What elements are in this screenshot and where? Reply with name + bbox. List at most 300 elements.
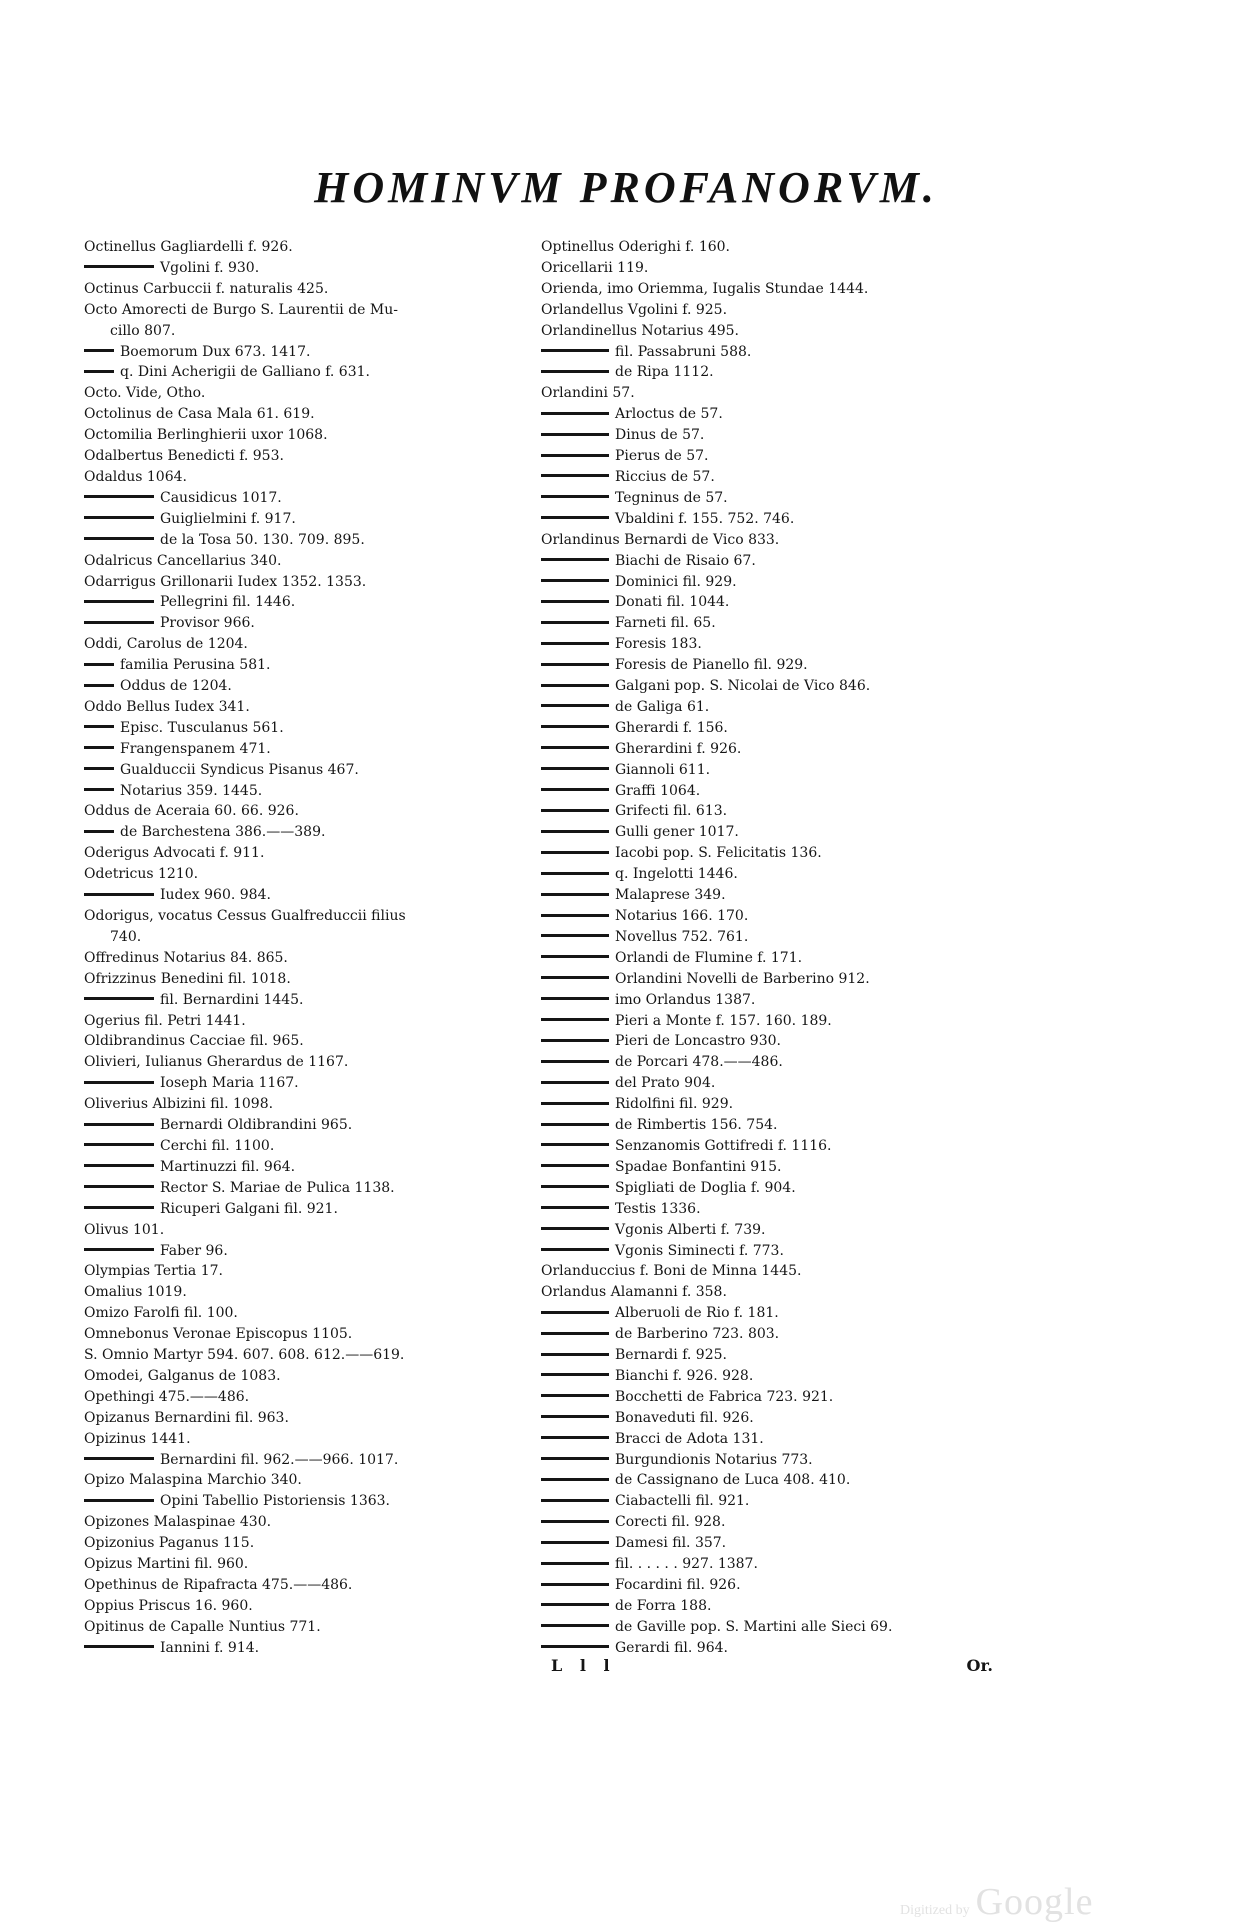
index-entry (541, 948, 993, 969)
index-entry-text: Ogerius fil. Petri 1441. (84, 1012, 246, 1029)
index-entry (84, 237, 530, 258)
index-entry (84, 383, 530, 404)
index-entry-text: de la Tosa 50. 130. 709. 895. (160, 531, 365, 548)
index-entry-text: Odarrigus Grillonarii Iudex 1352. 1353. (84, 573, 367, 590)
ditto-dash (541, 1436, 609, 1439)
ditto-dash (541, 684, 609, 687)
index-entry (84, 279, 530, 300)
ditto-dash (541, 1123, 609, 1126)
ditto-dash (541, 1394, 609, 1397)
index-entry-text: fil. Bernardini 1445. (160, 991, 304, 1008)
ditto-dash (84, 1499, 154, 1502)
index-entry-text: Oddo Bellus Iudex 341. (84, 698, 250, 715)
index-entry (541, 425, 993, 446)
index-entry-text: Causidicus 1017. (160, 489, 282, 506)
index-entry (84, 1282, 530, 1303)
index-entry (541, 885, 993, 906)
index-entry-text: fil. Passabruni 588. (615, 343, 752, 360)
ditto-dash (541, 1583, 609, 1586)
index-entry (84, 1261, 530, 1282)
ditto-dash (541, 1415, 609, 1418)
index-entry-text: fil. . . . . . 927. 1387. (615, 1556, 758, 1573)
index-entry (541, 1261, 993, 1282)
index-entry-text: Opizanus Bernardini fil. 963. (84, 1409, 289, 1426)
index-entry-text: Olivus 101. (84, 1221, 165, 1238)
index-entry (84, 592, 530, 613)
index-entry-text: Donati fil. 1044. (615, 594, 730, 611)
index-entry (541, 822, 993, 843)
ditto-dash (541, 1081, 609, 1084)
index-entry (541, 990, 993, 1011)
index-entry (541, 843, 993, 864)
index-entry-text: Orlandus Alamanni f. 358. (541, 1284, 727, 1301)
index-entry-text: Notarius 166. 170. (615, 908, 749, 924)
index-entry-text: Ofrizzinus Benedini fil. 1018. (84, 970, 291, 987)
index-entry (541, 467, 993, 488)
ditto-dash (541, 893, 609, 896)
index-entry-text: Foresis de Pianello fil. 929. (615, 657, 808, 674)
index-entry (541, 1575, 993, 1596)
index-entry-text: Opizones Malaspinae 430. (84, 1514, 272, 1531)
ditto-dash (541, 704, 609, 707)
index-entry-text: Vgonis Siminecti f. 773. (615, 1242, 784, 1259)
index-entry (84, 822, 530, 843)
index-entry (84, 843, 530, 864)
index-entry-text: Odalricus Cancellarius 340. (84, 552, 282, 569)
ditto-dash (84, 788, 114, 791)
index-entry (541, 279, 993, 300)
index-entry-text: de Rimbertis 156. 754. (615, 1117, 778, 1134)
ditto-dash (84, 1457, 154, 1460)
index-entry-text: S. Omnio Martyr 594. 607. 608. 612.——619. (84, 1347, 405, 1364)
ditto-dash (84, 349, 114, 352)
index-entry (84, 739, 530, 760)
index-entry-text: Burgundionis Notarius 773. (615, 1451, 813, 1468)
page-title: HOMINVM PROFANORVM. (314, 163, 938, 212)
ditto-dash (541, 579, 609, 582)
index-entry (84, 488, 530, 509)
index-entry (84, 1303, 530, 1324)
ditto-dash (541, 997, 609, 1000)
index-entry (541, 592, 993, 613)
index-entry-text: Damesi fil. 357. (615, 1535, 727, 1552)
index-entry (84, 321, 530, 342)
index-entry-text: Bernardi f. 925. (615, 1347, 727, 1364)
index-entry (84, 1429, 530, 1450)
index-entry-text: cillo 807. (110, 322, 176, 339)
index-entry-text: Oricellarii 119. (541, 259, 649, 276)
index-entry-text: Orlandellus Vgolini f. 925. (541, 301, 728, 318)
index-entry-text: Opethinus de Ripafracta 475.——486. (84, 1577, 353, 1593)
index-entry (541, 969, 993, 990)
index-entry-text: Octolinus de Casa Mala 61. 619. (84, 406, 315, 423)
ditto-dash (541, 412, 609, 415)
ditto-dash (541, 454, 609, 457)
index-entry (84, 1073, 530, 1094)
ditto-dash (541, 516, 609, 519)
index-entry-text: Pieri de Loncastro 930. (615, 1033, 781, 1050)
ditto-dash (541, 1353, 609, 1356)
index-entry (541, 801, 993, 822)
index-entry (84, 404, 530, 425)
index-entry (84, 676, 530, 697)
index-entry-text: Farneti fil. 65. (615, 615, 716, 632)
index-entry (541, 1094, 993, 1115)
index-entry (84, 1491, 530, 1512)
index-entry (541, 258, 993, 279)
index-entry-text: Orlandinus Bernardi de Vico 833. (541, 531, 780, 548)
index-entry (541, 1052, 993, 1073)
index-entry (541, 634, 993, 655)
index-entry (541, 1387, 993, 1408)
ditto-dash (541, 1541, 609, 1544)
index-entry (541, 1617, 993, 1638)
index-entry-text: Offredinus Notarius 84. 865. (84, 949, 288, 966)
index-entry (84, 634, 530, 655)
index-entry-text: Oderigus Advocati f. 911. (84, 845, 265, 862)
index-entry-text: Provisor 966. (160, 615, 255, 632)
index-entry (541, 906, 993, 927)
index-entry (541, 530, 993, 551)
index-entry (84, 1178, 530, 1199)
index-entry (541, 1241, 993, 1262)
index-entry-text: q. Ingelotti 1446. (615, 866, 738, 883)
index-entry-text: del Prato 904. (615, 1075, 716, 1092)
ditto-dash (84, 1645, 154, 1648)
index-entry (84, 425, 530, 446)
index-entry (84, 551, 530, 572)
index-entry-text: Riccius de 57. (615, 468, 715, 485)
ditto-dash (541, 1603, 609, 1606)
index-entry (84, 948, 530, 969)
ditto-dash (541, 1227, 609, 1230)
ditto-dash (541, 872, 609, 875)
ditto-dash (84, 621, 154, 624)
ditto-dash (541, 1018, 609, 1021)
index-entry (84, 781, 530, 802)
index-entry-text: Giannoli 611. (615, 761, 711, 778)
index-entry (84, 885, 530, 906)
ditto-dash (541, 976, 609, 979)
index-entry-text: Orlandini Novelli de Barberino 912. (615, 970, 870, 987)
index-entry-text: Notarius 359. 1445. (120, 782, 263, 799)
ditto-dash (541, 1562, 609, 1565)
index-entry-text: Gulli gener 1017. (615, 824, 739, 841)
index-entry (84, 1220, 530, 1241)
index-entry-text: Pierus de 57. (615, 448, 709, 465)
ditto-dash (541, 1164, 609, 1167)
index-entry (541, 864, 993, 885)
index-column-left (84, 237, 530, 1659)
index-entry (541, 697, 993, 718)
index-entry-text: Odaldus 1064. (84, 468, 187, 485)
index-entry (541, 781, 993, 802)
index-entry (84, 1617, 530, 1638)
index-entry (84, 1199, 530, 1220)
index-entry (541, 613, 993, 634)
index-entry-text: Frangenspanem 471. (120, 740, 271, 757)
ditto-dash (541, 558, 609, 561)
index-entry-text: Ridolfini fil. 929. (615, 1096, 734, 1113)
ditto-dash (84, 997, 154, 1000)
index-entry-text: Optinellus Oderighi f. 160. (541, 239, 731, 255)
ditto-dash (541, 767, 609, 770)
index-entry-text: Arloctus de 57. (615, 406, 723, 423)
index-entry (84, 362, 530, 383)
ditto-dash (541, 1478, 609, 1481)
signature-mark: L l l (551, 1656, 616, 1675)
ditto-dash (84, 1081, 154, 1084)
index-entry (541, 1408, 993, 1429)
index-entry-text: Odorigus, vocatus Cessus Gualfreduccii filius (84, 908, 406, 924)
index-entry-text: Ciabactelli fil. 921. (615, 1493, 750, 1510)
ditto-dash (84, 537, 154, 540)
index-entry (84, 1408, 530, 1429)
ditto-dash (541, 934, 609, 937)
index-entry (84, 1554, 530, 1575)
index-entry-text: Olympias Tertia 17. (84, 1263, 223, 1280)
index-entry-text: Ioseph Maria 1167. (160, 1075, 299, 1092)
index-entry-text: Orienda, imo Oriemma, Iugalis Stundae 1444. (541, 280, 869, 297)
index-entry-text: Iannini f. 914. (160, 1639, 260, 1656)
ditto-dash (541, 1185, 609, 1188)
index-entry (84, 1533, 530, 1554)
index-entry (541, 1199, 993, 1220)
ditto-dash (84, 830, 114, 833)
ditto-dash (541, 495, 609, 498)
index-entry (541, 1533, 993, 1554)
index-entry-text: Orlanduccius f. Boni de Minna 1445. (541, 1263, 802, 1280)
index-entry (84, 1115, 530, 1136)
index-entry (541, 362, 993, 383)
index-entry (84, 801, 530, 822)
index-entry-text: Bernardini fil. 962.——966. 1017. (160, 1451, 399, 1468)
index-entry-text: Omalius 1019. (84, 1284, 187, 1301)
ditto-dash (541, 830, 609, 833)
index-entry (84, 258, 530, 279)
index-entry-text: Pellegrini fil. 1446. (160, 594, 296, 611)
index-entry (541, 1429, 993, 1450)
index-entry-text: Dominici fil. 929. (615, 573, 737, 590)
index-entry-text: Odalbertus Benedicti f. 953. (84, 448, 284, 465)
index-column-right (541, 237, 993, 1659)
index-entry-text: Bonaveduti fil. 926. (615, 1409, 754, 1426)
index-entry (541, 1366, 993, 1387)
index-entry-text: Omnebonus Veronae Episcopus 1105. (84, 1326, 353, 1343)
index-entry-text: Octinus Carbuccii f. naturalis 425. (84, 280, 329, 297)
watermark-google: Google (975, 1881, 1094, 1923)
ditto-dash (541, 1039, 609, 1042)
ditto-dash (84, 1185, 154, 1188)
index-entry-text: q. Dini Acherigii de Galliano f. 631. (120, 364, 370, 381)
index-entry (541, 1512, 993, 1533)
index-entry-text: Iudex 960. 984. (160, 887, 271, 904)
index-entry-text: Tegninus de 57. (615, 489, 728, 506)
index-entry-text: Oddi, Carolus de 1204. (84, 636, 248, 653)
index-entry-text: Dinus de 57. (615, 427, 705, 444)
index-entry (541, 237, 993, 258)
index-entry-text: Opethingi 475.——486. (84, 1388, 250, 1405)
ditto-dash (541, 1311, 609, 1314)
index-entry (84, 697, 530, 718)
index-entry (541, 1136, 993, 1157)
index-entry (84, 1575, 530, 1596)
ditto-dash (541, 746, 609, 749)
ditto-dash (541, 600, 609, 603)
index-entry-text: Omizo Farolfi fil. 100. (84, 1305, 238, 1322)
index-entry (541, 509, 993, 530)
index-entry-text: Spigliati de Doglia f. 904. (615, 1179, 796, 1196)
index-entry-text: de Galiga 61. (615, 698, 710, 715)
index-entry-text: Martinuzzi fil. 964. (160, 1158, 296, 1175)
index-entry (84, 1011, 530, 1032)
index-entry-text: Novellus 752. 761. (615, 928, 749, 945)
ditto-dash (541, 1332, 609, 1335)
index-entry-text: Oldibrandinus Cacciae fil. 965. (84, 1033, 304, 1050)
index-entry (84, 1241, 530, 1262)
index-entry (84, 1136, 530, 1157)
ditto-dash (541, 1499, 609, 1502)
ditto-dash (84, 663, 114, 666)
index-entry (84, 1052, 530, 1073)
index-entry-text: Oddus de Aceraia 60. 66. 926. (84, 803, 299, 820)
ditto-dash (541, 1520, 609, 1523)
index-entry (541, 1303, 993, 1324)
index-entry-text: Odetricus 1210. (84, 866, 199, 883)
index-entry-text: Graffi 1064. (615, 782, 701, 799)
index-entry (541, 1282, 993, 1303)
index-entry (541, 1115, 993, 1136)
index-entry (541, 551, 993, 572)
index-entry-text: Octinellus Gagliardelli f. 926. (84, 239, 293, 255)
index-entry (541, 718, 993, 739)
index-entry (84, 1031, 530, 1052)
index-entry-text: Focardini fil. 926. (615, 1577, 741, 1593)
ditto-dash (541, 788, 609, 791)
index-entry-text: Opizonius Paganus 115. (84, 1535, 255, 1552)
index-entry-text: Cerchi fil. 1100. (160, 1137, 275, 1154)
index-entry-text: de Barchestena 386.——389. (120, 824, 326, 841)
index-entry-text: Gualduccii Syndicus Pisanus 467. (120, 761, 359, 778)
index-entry (84, 718, 530, 739)
index-entry (541, 1450, 993, 1471)
index-entry (84, 1387, 530, 1408)
index-entry-text: Pieri a Monte f. 157. 160. 189. (615, 1012, 832, 1029)
ditto-dash (84, 746, 114, 749)
ditto-dash (84, 893, 154, 896)
index-entry (541, 1491, 993, 1512)
ditto-dash (541, 1457, 609, 1460)
index-entry-text: Orlandinellus Notarius 495. (541, 322, 740, 339)
index-entry-text: Bracci de Adota 131. (615, 1430, 764, 1447)
index-entry-text: de Barberino 723. 803. (615, 1326, 780, 1343)
index-entry (541, 1324, 993, 1345)
ditto-dash (541, 1248, 609, 1251)
index-entry (541, 1073, 993, 1094)
index-entry-text: imo Orlandus 1387. (615, 991, 756, 1008)
ditto-dash (541, 809, 609, 812)
index-entry-text: Vgonis Alberti f. 739. (615, 1221, 766, 1238)
index-entry (541, 1345, 993, 1366)
index-entry-text: Faber 96. (160, 1242, 228, 1259)
index-entry (541, 342, 993, 363)
ditto-dash (541, 1645, 609, 1648)
index-entry (541, 676, 993, 697)
ditto-dash (84, 684, 114, 687)
index-entry (84, 1512, 530, 1533)
index-entry (84, 1157, 530, 1178)
index-entry (541, 1157, 993, 1178)
index-entry (541, 1011, 993, 1032)
index-entry-text: Grifecti fil. 613. (615, 803, 728, 820)
index-entry-text: Galgani pop. S. Nicolai de Vico 846. (615, 678, 871, 695)
index-entry-text: familia Perusina 581. (120, 657, 271, 674)
index-entry-text: Foresis 183. (615, 636, 702, 653)
index-entry (541, 321, 993, 342)
index-entry (84, 906, 530, 927)
index-entry (84, 927, 530, 948)
ditto-dash (541, 349, 609, 352)
index-entry (84, 1094, 530, 1115)
ditto-dash (541, 1373, 609, 1376)
index-entry-text: Gherardini f. 926. (615, 740, 742, 757)
index-entry-text: Bocchetti de Fabrica 723. 921. (615, 1388, 834, 1405)
index-entry (541, 383, 993, 404)
index-entry (541, 1596, 993, 1617)
index-entry (541, 572, 993, 593)
ditto-dash (84, 1123, 154, 1126)
ditto-dash (541, 1102, 609, 1105)
ditto-dash (541, 621, 609, 624)
index-entry (84, 342, 530, 363)
ditto-dash (84, 1164, 154, 1167)
index-entry (84, 969, 530, 990)
index-entry-text: de Ripa 1112. (615, 364, 714, 381)
ditto-dash (541, 642, 609, 645)
ditto-dash (541, 1624, 609, 1627)
ditto-dash (84, 725, 114, 728)
ditto-dash (84, 265, 154, 268)
index-entry-text: Episc. Tusculanus 561. (120, 719, 284, 736)
index-entry-text: Rector S. Mariae de Pulica 1138. (160, 1179, 395, 1196)
index-entry-text: Senzanomis Gottifredi f. 1116. (615, 1137, 832, 1154)
index-entry (541, 1031, 993, 1052)
ditto-dash (84, 495, 154, 498)
index-entry-text: Octo Amorecti de Burgo S. Laurentii de Mu- (84, 301, 399, 318)
index-entry-text: Vbaldini f. 155. 752. 746. (615, 510, 795, 527)
index-entry (541, 655, 993, 676)
ditto-dash (541, 1060, 609, 1063)
ditto-dash (541, 1206, 609, 1209)
index-entry (84, 613, 530, 634)
index-entry (84, 446, 530, 467)
ditto-dash (541, 433, 609, 436)
index-entry-text: de Cassignano de Luca 408. 410. (615, 1472, 851, 1489)
index-entry-text: Bernardi Oldibrandini 965. (160, 1117, 353, 1134)
index-entry-text: Omodei, Galganus de 1083. (84, 1367, 281, 1384)
watermark-digitized-by: Digitized by (900, 1903, 970, 1918)
index-entry-text: Ricuperi Galgani fil. 921. (160, 1200, 338, 1217)
index-entry-text: Testis 1336. (615, 1200, 701, 1217)
index-entry-text: Orlandi de Flumine f. 171. (615, 949, 803, 966)
index-entry (541, 1220, 993, 1241)
index-entry (84, 300, 530, 321)
index-entry-text: Spadae Bonfantini 915. (615, 1158, 782, 1175)
ditto-dash (84, 1248, 154, 1251)
index-entry-text: Bianchi f. 926. 928. (615, 1367, 754, 1384)
ditto-dash (84, 600, 154, 603)
index-entry (84, 572, 530, 593)
